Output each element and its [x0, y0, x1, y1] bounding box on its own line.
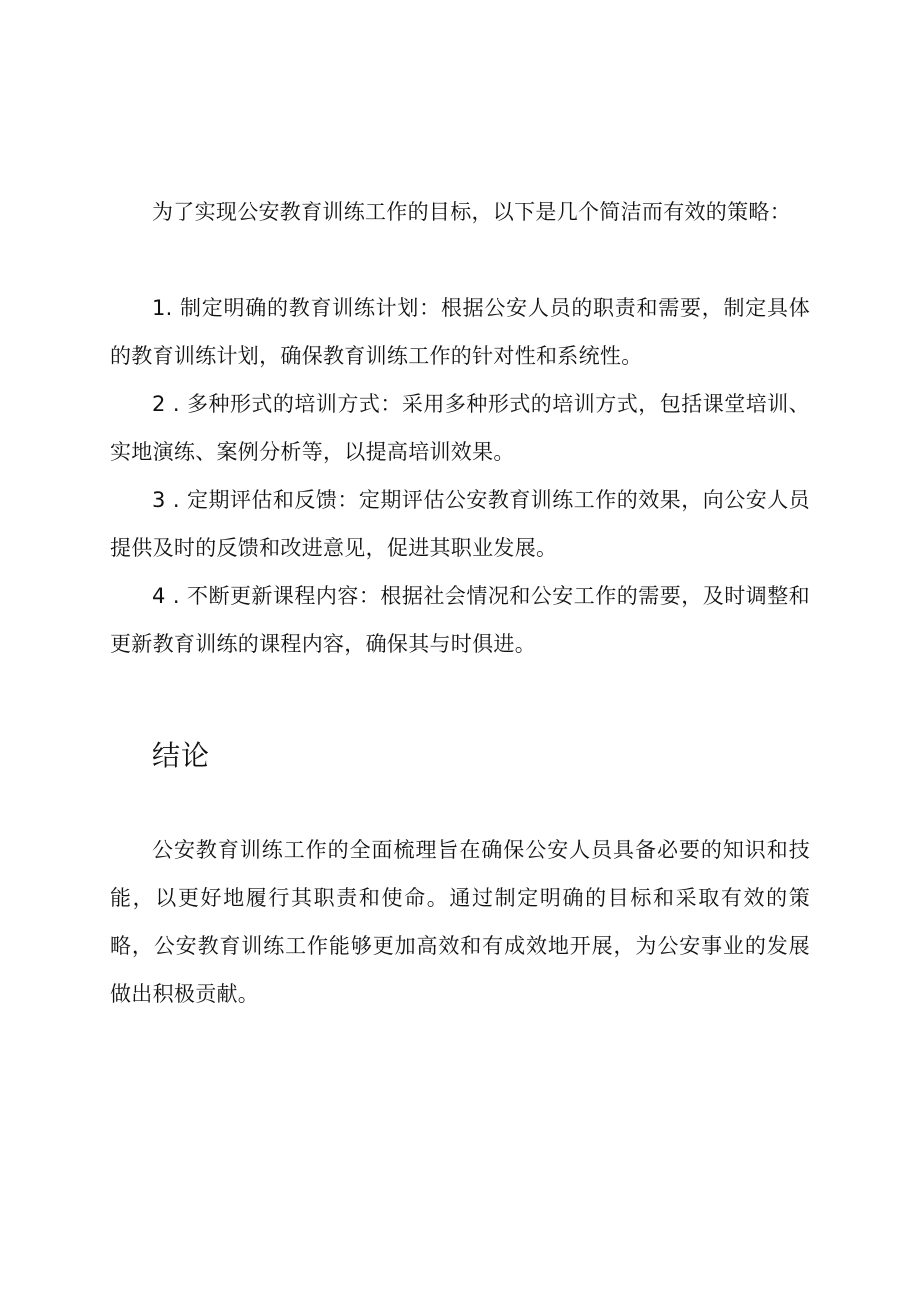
strategy-item-2 [110, 380, 810, 476]
strategy-item-text: 3 . 定期评估和反馈：定期评估公安教育训练工作的效果，向公安人员提供及时的反馈和改进意见，促进其职业发展。 [110, 488, 810, 560]
conclusion-heading: 结论 [152, 739, 211, 772]
strategy-item-text: 1. 制定明确的教育训练计划：根据公安人员的职责和需要，制定具体的教育训练计划，确保教育训练工作的针对性和系统性。 [110, 296, 810, 368]
conclusion-text: 公安教育训练工作的全面梳理旨在确保公安人员具备必要的知识和技能，以更好地履行其职责和使命。通过制定明确的目标和采取有效的策略，公安教育训练工作能够更加高效和有成效地开展，为公安事业的发展做出积极贡献。 [110, 838, 810, 1006]
strategy-item-4 [110, 572, 810, 668]
strategies-intro: 为了实现公安教育训练工作的目标，以下是几个简洁而有效的策略： [152, 200, 791, 224]
strategy-item-3 [110, 476, 810, 572]
strategies-section [110, 188, 810, 236]
strategy-item-text: 2 . 多种形式的培训方式：采用多种形式的培训方式，包括课堂培训、实地演练、案例分析等，以提高培训效果。 [110, 392, 810, 464]
conclusion-section [110, 826, 810, 1018]
strategy-item-text: 4 . 不断更新课程内容：根据社会情况和公安工作的需要，及时调整和更新教育训练的课程内容，确保其与时俱进。 [110, 584, 810, 656]
strategy-item-1 [110, 284, 810, 380]
